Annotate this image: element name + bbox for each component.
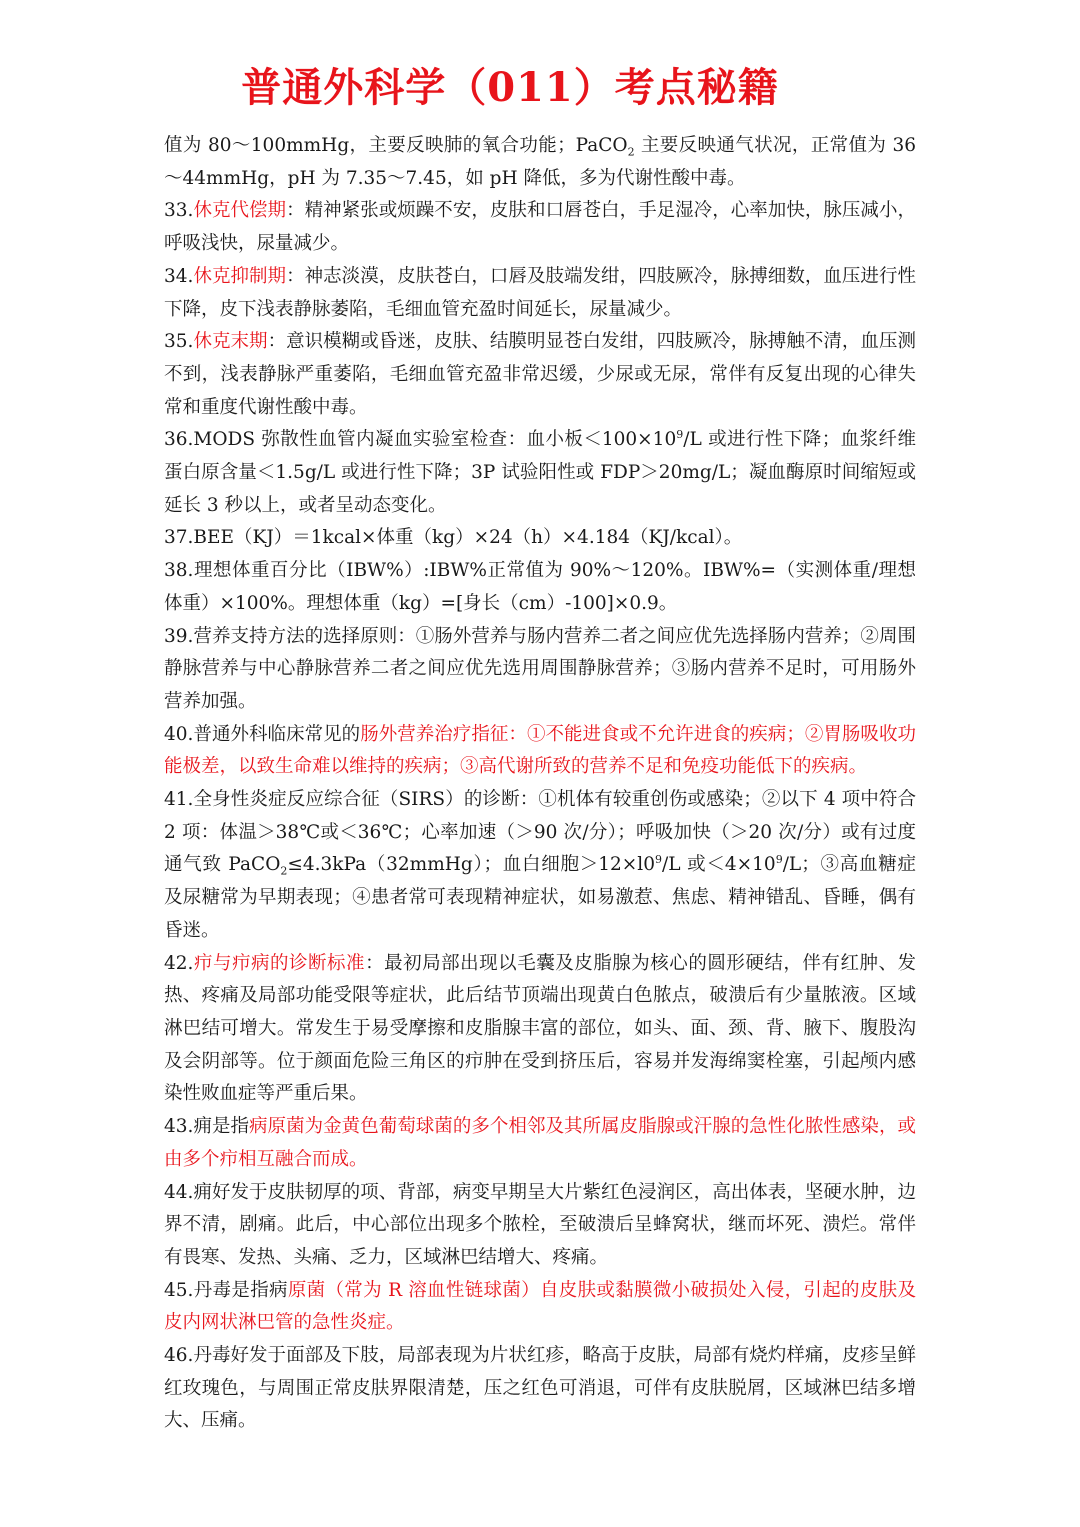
paragraph-35 bbox=[164, 326, 916, 424]
paragraph-42 bbox=[164, 948, 916, 1112]
paragraph-continuation bbox=[164, 130, 916, 195]
document-body bbox=[164, 130, 916, 1438]
highlighted-term: 疖与疖病的诊断标准 bbox=[193, 952, 366, 974]
highlighted-term: 休克代偿期 bbox=[193, 200, 287, 222]
highlighted-text: 肠外营养治疗指征：①不能进食或不允许进食的疾病；②胃肠吸收功能极差，以致生命难以维持的疾病；③高代谢所致的营养不足和免疫功能低下的疾病。 bbox=[164, 723, 916, 778]
text-segment: /L 或＜4×10 bbox=[661, 854, 776, 876]
item-number: 35. bbox=[164, 331, 194, 353]
paragraph-38: 38.理想体重百分比（IBW%）:IBW%正常值为 90%～120%。IBW%=（实测体重/理想体重）×100%。理想体重（kg）=[身长（cm）-100]×0.9。 bbox=[164, 560, 916, 614]
paragraph-36 bbox=[164, 424, 916, 522]
paragraph-33 bbox=[164, 195, 916, 260]
superscript: 9 bbox=[775, 853, 783, 867]
paragraph-39: 39.营养支持方法的选择原则：①肠外营养与肠内营养二者之间应优先选择肠内营养；②周围静脉营养与中心静脉营养二者之间应优先选用周围静脉营养；③肠内营养不足时，可用肠外营养加强。 bbox=[164, 625, 916, 712]
paragraph-43 bbox=[164, 1111, 916, 1176]
paragraph-37: 37.BEE（KJ）＝1kcal×体重（kg）×24（h）×4.184（KJ/kcal）。 bbox=[164, 527, 743, 549]
highlighted-term: 休克抑制期 bbox=[193, 265, 287, 287]
highlighted-text: 原菌（常为 R 溶血性链球菌）自皮肤或黏膜微小破损处入侵，引起的皮肤及皮内网状淋巴管的急性炎症。 bbox=[164, 1279, 916, 1334]
text-segment: 值为 80～100mmHg，主要反映肺的氧合功能；PaCO bbox=[164, 135, 628, 156]
highlighted-text: 病原菌为金黄色葡萄球菌的多个相邻及其所属皮脂腺或汗腺的急性化脓性感染，或由多个疖相互融合而成。 bbox=[164, 1116, 916, 1170]
page-title: 普通外科学（011）考点秘籍 bbox=[241, 64, 779, 111]
text-segment: ：神志淡漠，皮肤苍白，口唇及肢端发绀，四肢厥冷，脉搏细数，血压进行性下降，皮下浅表静脉萎陷，毛细血管充盈时间延长，尿量减少。 bbox=[164, 265, 916, 320]
text-segment: 41.全身性炎症反应综合征（SIRS）的诊断：①机体有较重创伤或感染；②以下 4 项中符合 2 项：体温＞38℃或＜36℃；心率加速（＞90 次/分）；呼吸加快（＞20 次/分）或有过度通气致 PaCO bbox=[164, 789, 916, 876]
text-segment: ：意识模糊或昏迷，皮肤、结膜明显苍白发绀，四肢厥冷，脉搏触不清，血压测不到，浅表静脉严重萎陷，毛细血管充盈非常迟缓，少尿或无尿，常伴有反复出现的心律失常和重度代谢性酸中毒。 bbox=[164, 331, 916, 418]
text-segment: 45.丹毒是指病 bbox=[164, 1279, 288, 1301]
subscript: 2 bbox=[627, 145, 635, 159]
text-segment: 主要反映通气状况，正常值为 36～44mmHg，pH 为 7.35～7.45，如 pH 降低，多为代谢性酸中毒。 bbox=[164, 135, 917, 189]
text-segment: 36.MODS 弥散性血管内凝血实验室检查：血小板＜100×10 bbox=[164, 429, 677, 451]
paragraph-34 bbox=[164, 261, 916, 326]
paragraph-40 bbox=[164, 719, 916, 784]
paragraph-45 bbox=[164, 1275, 916, 1340]
text-segment: ：精神紧张或烦躁不安，皮肤和口唇苍白，手足湿冷，心率加快，脉压减小，呼吸浅快，尿量减少。 bbox=[164, 200, 916, 255]
text-segment: /L；③高血糖症及尿糖常为早期表现；④患者常可表现精神症状，如易激惹、焦虑、精神错乱、昏睡，偶有昏迷。 bbox=[164, 854, 916, 941]
superscript: 9 bbox=[676, 428, 684, 442]
subscript: 2 bbox=[280, 865, 288, 879]
item-number: 34. bbox=[164, 265, 194, 287]
superscript: 9 bbox=[654, 853, 662, 867]
item-number: 42. bbox=[164, 952, 194, 974]
text-segment: ≤4.3kPa（32mmHg）；血白细胞＞12×l0 bbox=[287, 854, 655, 876]
text-segment: ：最初局部出现以毛囊及皮脂腺为核心的圆形硬结，伴有红肿、发热、疼痛及局部功能受限等症状，此后结节顶端出现黄白色脓点，破溃后有少量脓液。区域淋巴结可增大。常发生于易受摩擦和皮脂腺丰富的部位，如头、面、颈、背、腋下、腹股沟及会阴部等。位于颜面危险三角区的疖肿在受到挤压后，容易并发海绵窦栓塞，引起颅内感染性败血症等严重后果。 bbox=[164, 952, 916, 1105]
paragraph-44: 44.痈好发于皮肤韧厚的项、背部，病变早期呈大片紫红色浸润区，高出体表，坚硬水肿，边界不清，剧痛。此后，中心部位出现多个脓栓，至破溃后呈蜂窝状，继而坏死、溃烂。常伴有畏寒、发热、头痛、乏力，区域淋巴结增大、疼痛。 bbox=[164, 1181, 916, 1268]
text-segment: /L 或进行性下降；血浆纤维蛋白原含量＜1.5g/L 或进行性下降；3P 试验阳性或 FDP＞20mg/L；凝血酶原时间缩短或延长 3 秒以上，或者呈动态变化。 bbox=[164, 429, 916, 516]
item-number: 33. bbox=[164, 200, 194, 222]
text-segment: 40.普通外科临床常见的 bbox=[164, 723, 361, 745]
highlighted-term: 休克末期 bbox=[193, 331, 268, 353]
paragraph-46: 46.丹毒好发于面部及下肢，局部表现为片状红疹，略高于皮肤，局部有烧灼样痛，皮疹呈鲜红玫瑰色，与周围正常皮肤界限清楚，压之红色可消退，可伴有皮肤脱屑，区域淋巴结多增大、压痛。 bbox=[164, 1345, 916, 1432]
paragraph-41 bbox=[164, 784, 916, 948]
text-segment: 43.痈是指 bbox=[164, 1116, 250, 1138]
